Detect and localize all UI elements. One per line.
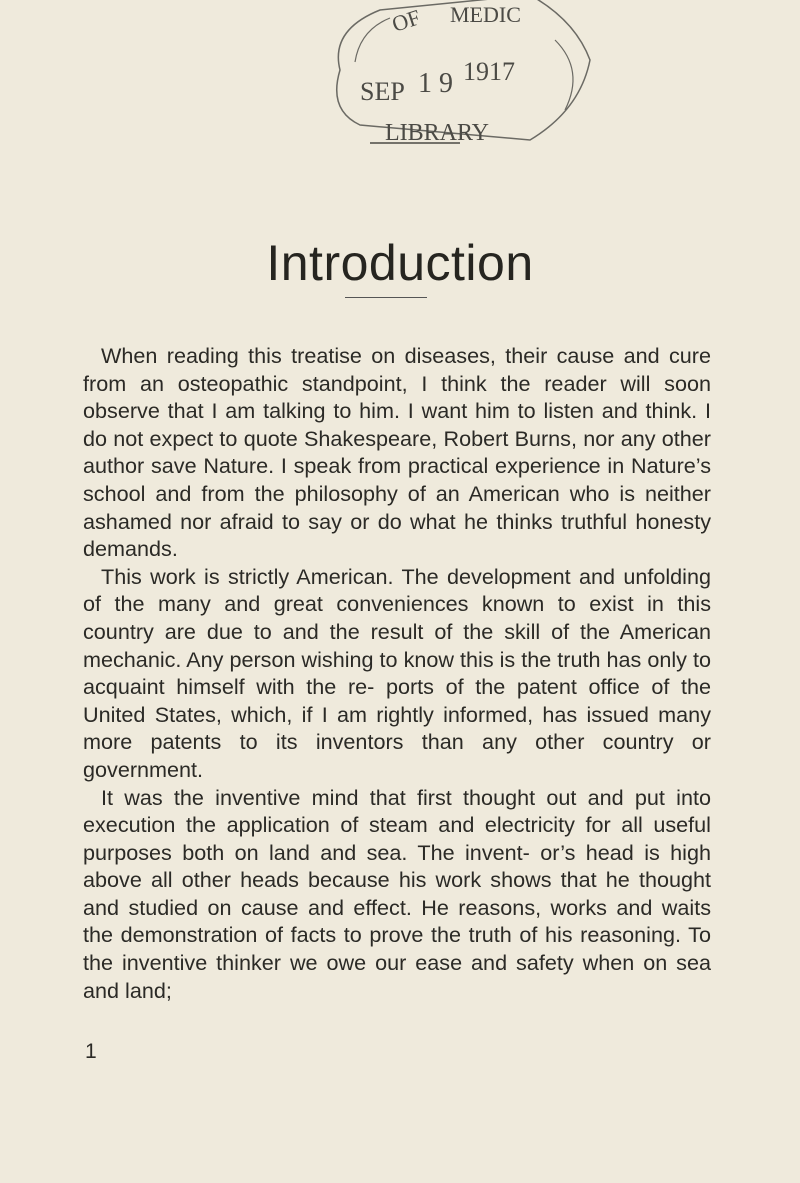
body-text: [83, 342, 711, 1004]
paragraph: It was the inventive mind that first thought out and put into execution the application of steam and electricity for all useful purposes both on land and sea. The invent- or’s head is high above all other heads because his work shows that he thought and studied on cause and effect. He reasons, works and waits the demonstration of facts to prove the truth of his reasoning. To the inventive thinker we owe our ease and safety when on sea and land;: [83, 784, 711, 1003]
svg-text:1 9: 1 9: [418, 68, 453, 99]
svg-text:MEDIC: MEDIC: [450, 2, 521, 27]
page-title: Introduction: [266, 234, 534, 291]
paragraph: When reading this treatise on diseases, their cause and cure from an osteopathic standpoint, I think the reader will soon observe that I am talking to him. I want him to listen and think. I do not expect to quote Shakespeare, Robert Burns, nor any other author save Nature. I speak from practical experience in Nature’s school and from the philosophy of an American who is neither ashamed nor afraid to say or do what he thinks truthful honesty demands.: [83, 343, 711, 562]
svg-text:1917: 1917: [463, 57, 515, 86]
svg-text:OF: OF: [388, 4, 424, 37]
paragraph: This work is strictly American. The development and unfolding of the many and great conveniences known to exist in this country are due to and the result of the skill of the American mechanic. Any person wishing to know this is the truth has only to acquaint himself with the re- ports of the patent office of the United States, which, if I am rightly informed, has issued many more patents to its inventors than any other country or government.: [83, 563, 711, 782]
title-divider: [345, 297, 427, 298]
svg-text:SEP: SEP: [360, 77, 405, 106]
page-number: 1: [85, 1040, 97, 1063]
svg-text:LIBRARY: LIBRARY: [385, 120, 490, 146]
library-stamp-graphic: [300, 0, 600, 150]
library-stamp: [300, 0, 600, 150]
